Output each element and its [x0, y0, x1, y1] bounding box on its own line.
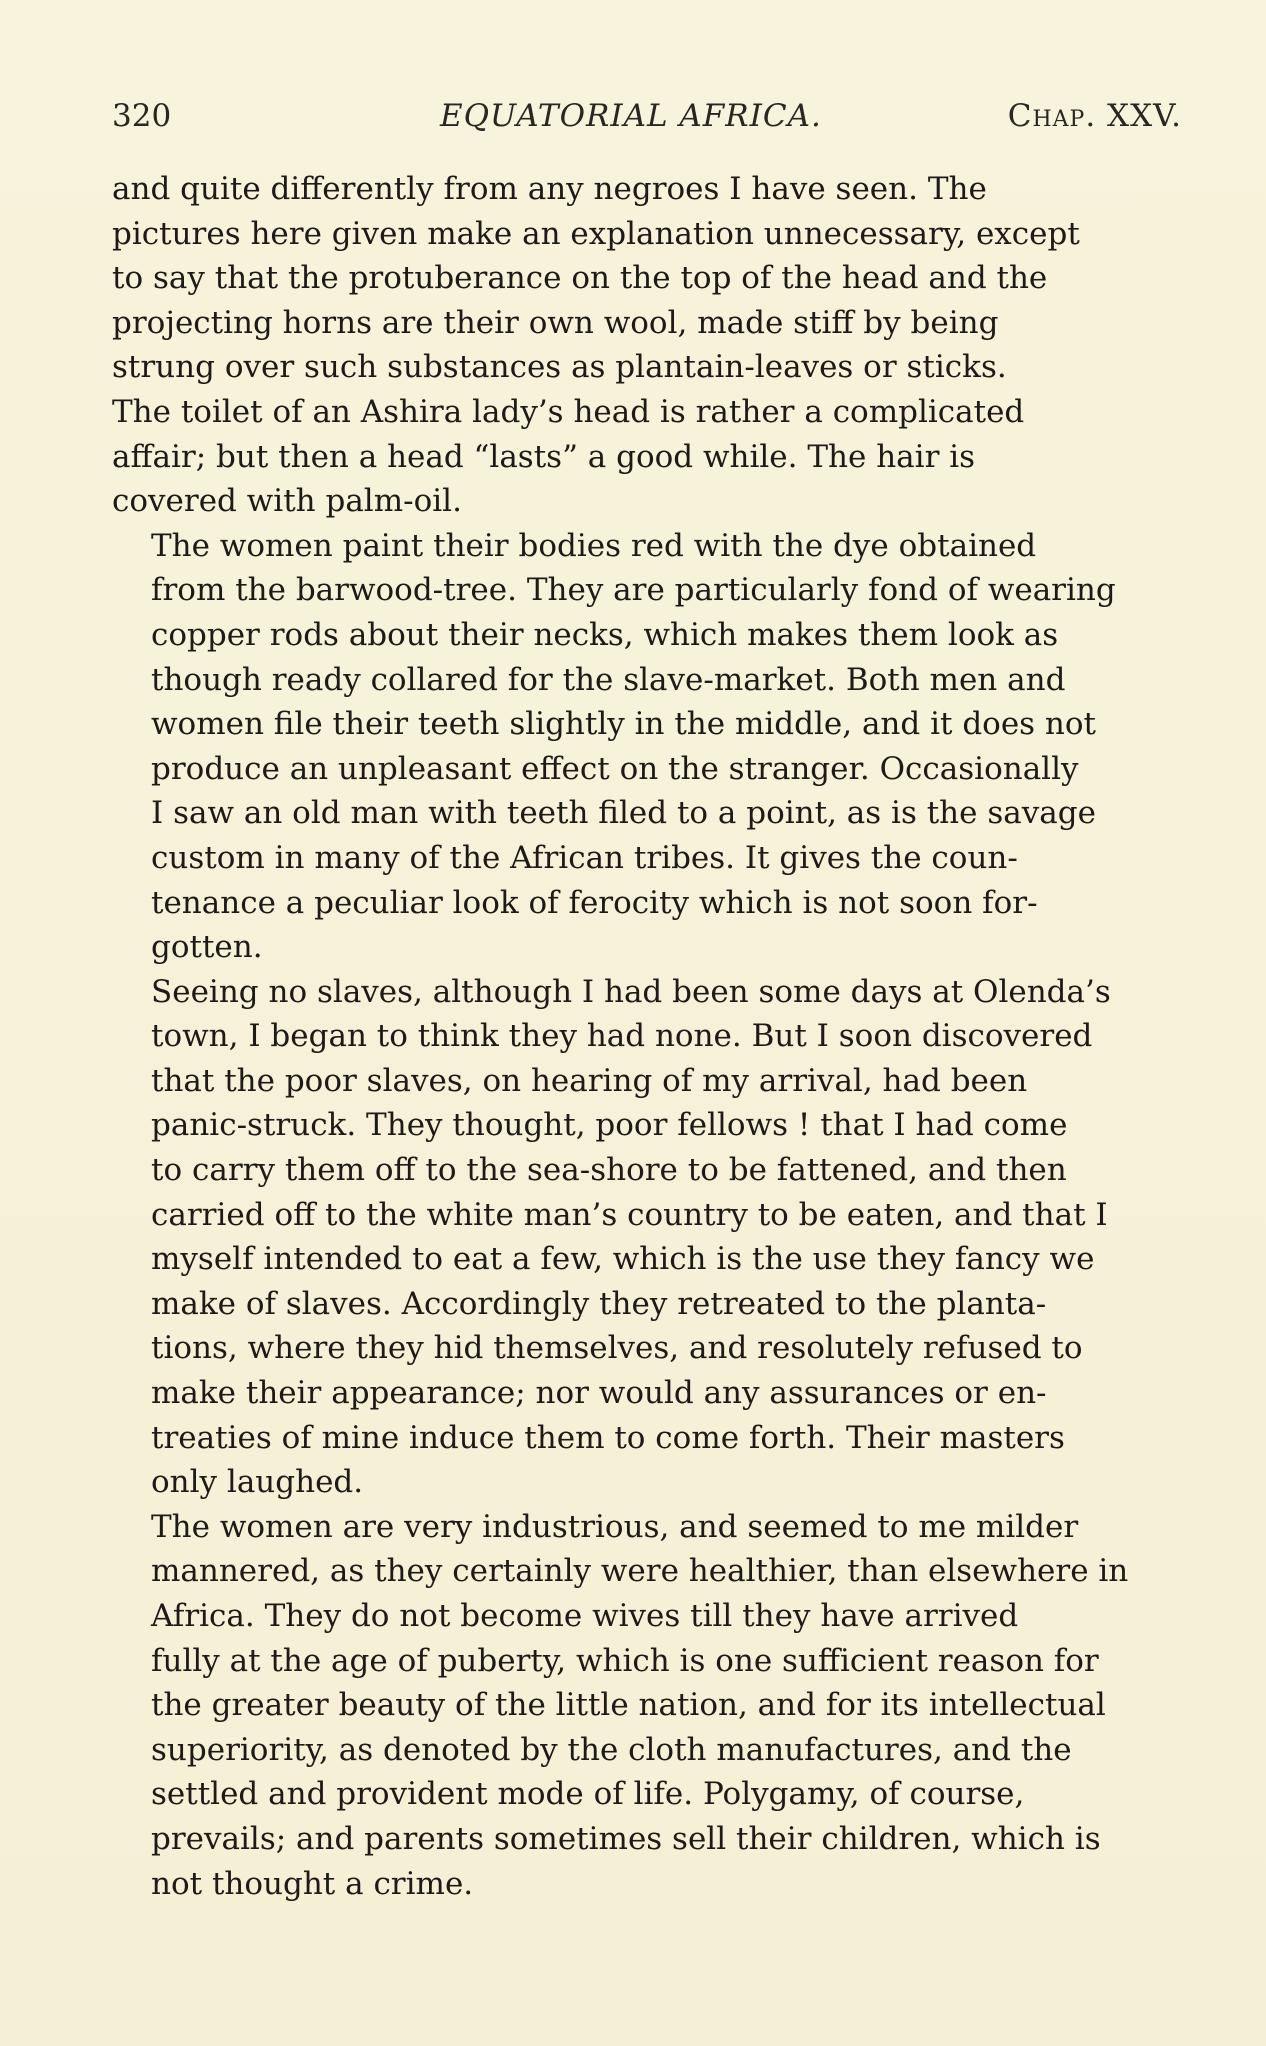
text-line: pictures here given make an explanation unnecessary, except: [112, 215, 1080, 252]
text-line: to say that the protuberance on the top of the head and the: [112, 260, 1048, 297]
paragraph-2: [112, 524, 1172, 970]
text-line: prevails; and parents sometimes sell their children, which is: [151, 1820, 1101, 1857]
text-line: and quite differently from any negroes I have seen. The: [112, 171, 987, 207]
text-line: though ready collared for the slave-market. Both men and: [151, 661, 1066, 698]
text-line: town, I began to think they had none. But I soon discovered: [151, 1018, 1093, 1055]
text-line: The toilet of an Ashira lady’s head is rather a complicated: [112, 393, 1025, 430]
text-line: tions, where they hid themselves, and resolutely refused to: [151, 1330, 1083, 1367]
text-line: The women are very industrious, and seemed to me milder: [151, 1508, 1079, 1545]
paragraph-1: [112, 167, 1172, 524]
text-line: women file their teeth slightly in the middle, and it does not: [151, 706, 1097, 743]
text-line: Africa. They do not become wives till they have arrived: [151, 1598, 1019, 1634]
text-line: I saw an old man with teeth filed to a point, as is the savage: [151, 795, 1096, 832]
page-number: 320: [112, 98, 172, 134]
text-line: from the barwood-tree. They are particularly fond of wearing: [151, 572, 1116, 609]
paragraph-3: [112, 970, 1172, 1505]
text-line: projecting horns are their own wool, made stiff by being: [112, 304, 999, 341]
text-line: custom in many of the African tribes. It gives the coun-: [151, 839, 1018, 876]
text-line: treaties of mine induce them to come forth. Their masters: [151, 1419, 1065, 1456]
text-line: panic-struck. They thought, poor fellows ! that I had come: [151, 1107, 1068, 1144]
text-line: Seeing no slaves, although I had been some days at Olenda’s: [151, 973, 1111, 1010]
text-line: covered with palm-oil.: [112, 483, 462, 520]
running-header: [112, 96, 1182, 136]
text-line: carried off to the white man’s country to be eaten, and that I: [151, 1196, 1108, 1233]
text-line: superiority, as denoted by the cloth manufactures, and the: [151, 1731, 1072, 1768]
text-line: make their appearance; nor would any assurances or en-: [151, 1375, 1047, 1412]
text-line: The women paint their bodies red with the dye obtained: [151, 527, 1037, 564]
text-line: myself intended to eat a few, which is the use they fancy we: [151, 1241, 1095, 1278]
text-line: gotten.: [151, 929, 263, 966]
text-line: fully at the age of puberty, which is one sufficient reason for: [151, 1642, 1099, 1679]
text-line: produce an unpleasant effect on the stranger. Occasionally: [151, 750, 1079, 787]
text-line: the greater beauty of the little nation, and for its intellectual: [151, 1687, 1106, 1724]
body-text: [112, 167, 1172, 1906]
chapter-label: Chap. XXV.: [1007, 98, 1182, 134]
text-line: that the poor slaves, on hearing of my arrival, had been: [151, 1062, 1028, 1099]
text-line: make of slaves. Accordingly they retreated to the planta-: [151, 1285, 1047, 1322]
text-line: only laughed.: [151, 1464, 364, 1501]
paragraph-4: [112, 1505, 1172, 1906]
text-line: tenance a peculiar look of ferocity which is not soon for-: [151, 884, 1038, 921]
text-line: mannered, as they certainly were healthier, than elsewhere in: [151, 1553, 1129, 1590]
text-line: strung over such substances as plantain-leaves or sticks.: [112, 349, 1007, 386]
text-line: not thought a crime.: [151, 1865, 474, 1902]
text-line: settled and provident mode of life. Polygamy, of course,: [151, 1776, 1025, 1813]
text-line: to carry them off to the sea-shore to be fattened, and then: [151, 1152, 1067, 1189]
text-line: copper rods about their necks, which makes them look as: [151, 616, 1059, 653]
running-title: EQUATORIAL AFRICA.: [440, 98, 822, 134]
text-line: affair; but then a head “lasts” a good while. The hair is: [112, 438, 976, 475]
